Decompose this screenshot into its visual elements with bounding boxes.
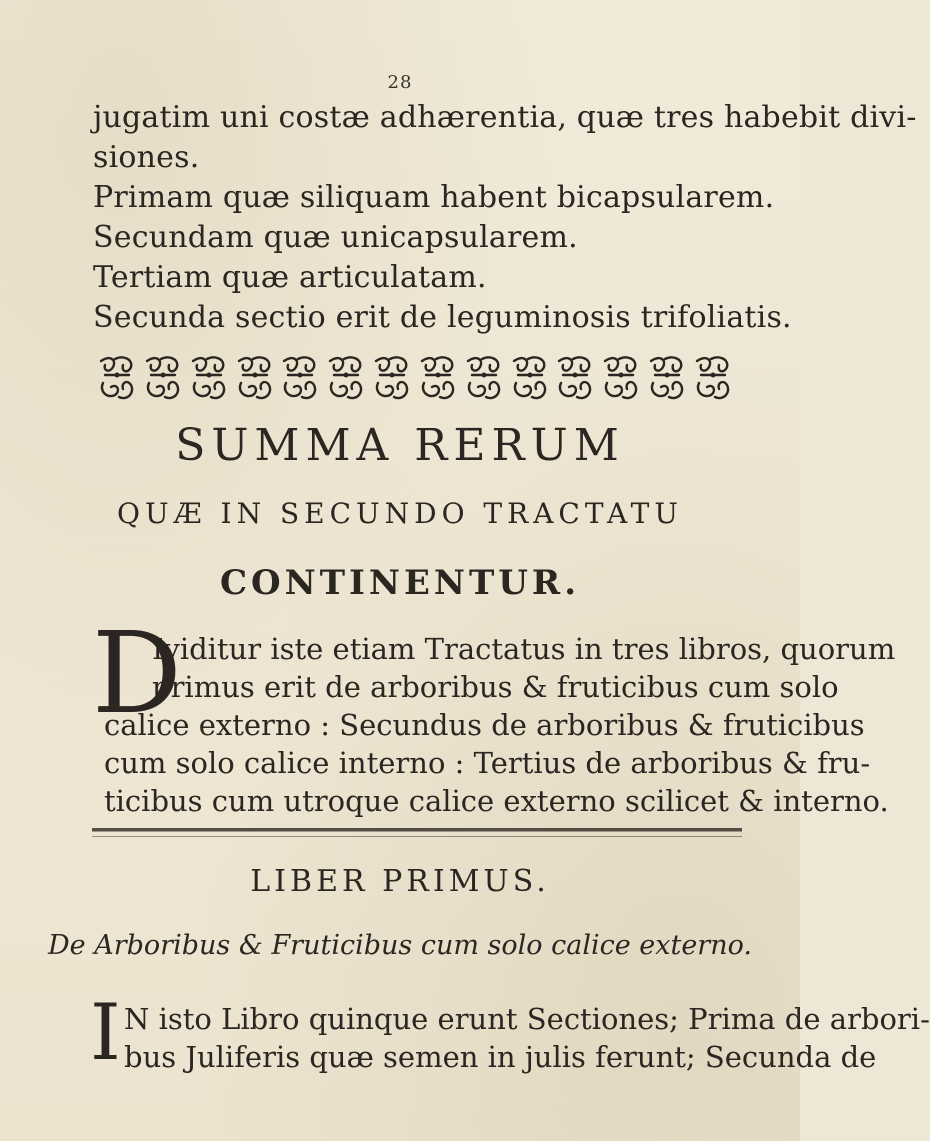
text-line: Secundam quæ unicapsularem. [93, 220, 578, 255]
fleuron-icon [370, 353, 414, 403]
fleuron-icon [553, 353, 597, 403]
fleuron-icon [278, 353, 322, 403]
drop-cap-i: I [90, 988, 121, 1078]
fleuron-icon [645, 353, 689, 403]
text-line: Tertiam quæ articulatam. [93, 260, 487, 295]
fleuron-icon [508, 353, 552, 403]
heading-summa-rerum: SUMMA RERUM [175, 420, 625, 471]
heading-liber-primus: LIBER PRIMUS. [250, 864, 550, 899]
text-line: Secunda sectio erit de leguminosis trifoliatis. [93, 300, 792, 335]
section-rule [92, 828, 742, 834]
fleuron-icon [462, 353, 506, 403]
paragraph-line: primus erit de arboribus & fruticibus cum solo [152, 670, 839, 704]
closing-line: N isto Libro quinque erunt Sectiones; Prima de arbori- [124, 1002, 930, 1036]
heading-subtitle: De Arboribus & Fruticibus cum solo calice externo. [48, 930, 752, 961]
fleuron-icon [324, 353, 368, 403]
section-rule-thin [92, 836, 742, 837]
paragraph-line: ticibus cum utroque calice externo scilicet & interno. [104, 784, 889, 818]
fleuron-icon [416, 353, 460, 403]
fleuron-icon [599, 353, 643, 403]
text-line: siones. [93, 140, 200, 175]
text-line: jugatim uni costæ adhærentia, quæ tres habebit divi- [93, 100, 917, 135]
paragraph-line: Ividitur iste etiam Tractatus in tres libros, quorum [152, 632, 896, 666]
fleuron-icon [233, 353, 277, 403]
fleuron-icon [187, 353, 231, 403]
heading-quae-in-secundo: QUÆ IN SECUNDO TRACTATU [117, 497, 683, 530]
page-number: 28 [387, 72, 413, 93]
paragraph-line: calice externo : Secundus de arboribus & fruticibus [104, 708, 865, 742]
paragraph-line: cum solo calice interno : Tertius de arboribus & fru- [104, 746, 871, 780]
fleuron-icon [141, 353, 185, 403]
fleuron-icon [691, 353, 735, 403]
ornament-band [95, 350, 735, 406]
heading-continentur: CONTINENTUR. [219, 563, 581, 603]
fleuron-icon [95, 353, 139, 403]
closing-line: bus Juliferis quæ semen in julis ferunt; Secunda de [124, 1040, 877, 1074]
drop-cap-d: D [92, 609, 182, 739]
text-line: Primam quæ siliquam habent bicapsularem. [93, 180, 775, 215]
